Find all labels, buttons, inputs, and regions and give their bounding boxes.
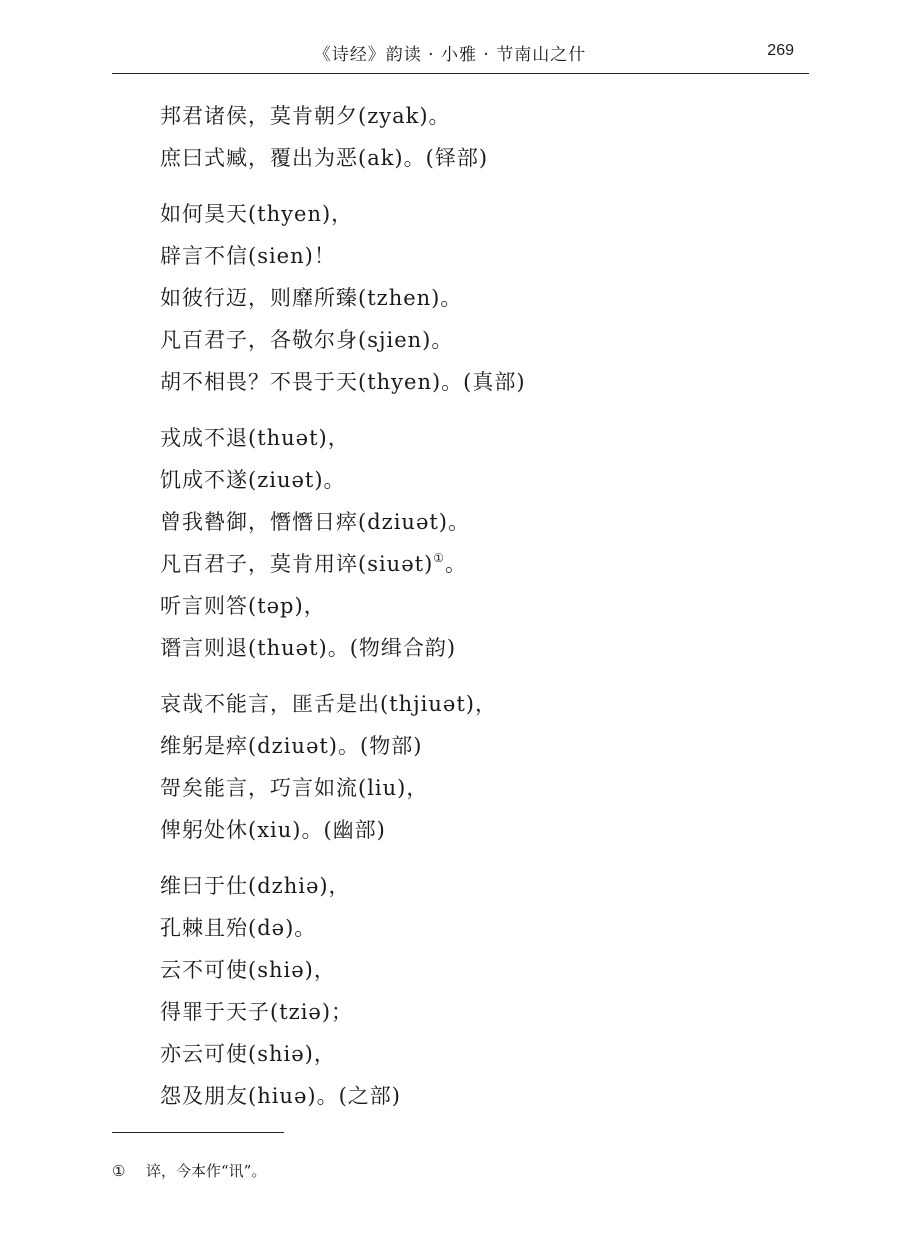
poem-line: 怨及朋友(hiuə)。(之部) (160, 1084, 401, 1108)
line-end-punctuation: 。 (445, 552, 468, 576)
poem-line: 邦君诸侯，莫肯朝夕(zyak)。 (160, 104, 451, 128)
page-number: 269 (767, 42, 794, 59)
footnote-mark: ① (112, 1162, 126, 1180)
poem-line: 维曰于仕(dzhiə)， (160, 874, 351, 898)
poem-line: 云不可使(shiə)， (160, 958, 336, 982)
stanza-2 (160, 193, 840, 403)
poem-line: 谮言则退(thuət)。(物缉合韵) (160, 636, 457, 660)
poem-line: 得罪于天子(tziə)； (160, 1000, 354, 1024)
footnote-reference: ① (433, 551, 446, 565)
footnote-rule (112, 1132, 284, 1133)
stanza-5 (160, 865, 840, 1117)
poem-line: 维躬是瘁(dziuət)。(物部) (160, 734, 423, 758)
stanza-4 (160, 683, 840, 851)
poem-line: 亦云可使(shiə)， (160, 1042, 336, 1066)
poem-line: 如何昊天(thyen)， (160, 202, 354, 226)
poem-line: 胡不相畏？不畏于天(thyen)。(真部) (160, 370, 526, 394)
footnote-text: 谇，今本作“讯”。 (146, 1162, 267, 1180)
running-header-title: 《诗经》韵读 · 小雅 · 节南山之什 (313, 45, 587, 65)
header-rule (112, 73, 809, 74)
poem-line-with-footnote (160, 543, 840, 585)
poem-line: 戎成不退(thuət)， (160, 426, 350, 450)
poem-line: 俾躬处休(xiu)。(幽部) (160, 818, 386, 842)
poem-line: 凡百君子，各敬尔身(sjien)。 (160, 328, 454, 352)
poem-line: 如彼行迈，则靡所臻(tzhen)。 (160, 286, 463, 310)
poem-line: 辟言不信(sien)！ (160, 244, 336, 268)
poem-line-text: 凡百君子，莫肯用谇(siuət) (160, 552, 434, 576)
poem-line: 庶曰式臧，覆出为恶(ak)。(铎部) (160, 146, 489, 170)
poem-line: 哿矣能言，巧言如流(liu)， (160, 776, 429, 800)
poem-body (160, 95, 840, 1131)
stanza-3 (160, 417, 840, 669)
poem-line: 饥成不遂(ziuət)。 (160, 468, 346, 492)
footnote (112, 1160, 266, 1181)
stanza-1 (160, 95, 840, 179)
poem-line: 听言则答(təp)， (160, 594, 326, 618)
poem-line: 哀哉不能言，匪舌是出(thjiuət)， (160, 692, 497, 716)
poem-line: 孔棘且殆(də)。 (160, 916, 317, 940)
poem-line: 曾我暬御，憯憯日瘁(dziuət)。 (160, 510, 470, 534)
